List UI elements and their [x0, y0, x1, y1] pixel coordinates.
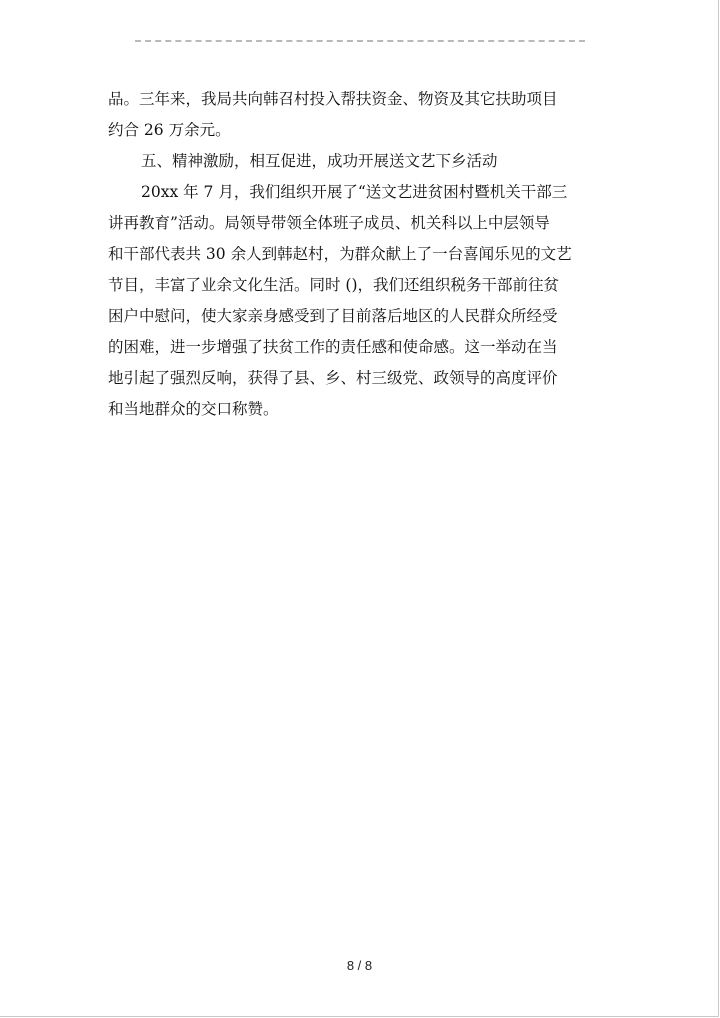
- header-divider: [135, 40, 585, 42]
- paragraph-line: 和当地群众的交口称赞。: [108, 400, 279, 418]
- paragraph-line: 和干部代表共 30 余人到韩赵村，为群众献上了一台喜闻乐见的文艺: [108, 245, 572, 263]
- paragraph-line: 困户中慰问，使大家亲身感受到了目前落后地区的人民群众所经受: [108, 307, 558, 325]
- section-heading: 五、精神激励，相互促进，成功开展送文艺下乡活动: [141, 152, 498, 170]
- page-number: 8 / 8: [346, 958, 373, 973]
- document-body: [108, 84, 593, 425]
- paragraph-line: 地引起了强烈反响，获得了县、乡、村三级党、政领导的高度评价: [108, 369, 558, 387]
- paragraph-line: 20xx 年 7 月，我们组织开展了“送文艺进贫困村暨机关干部三: [141, 183, 568, 201]
- paragraph-line: 节目，丰富了业余文化生活。同时 ()，我们还组织税务干部前往贫: [108, 276, 560, 294]
- paragraph-line: 讲再教育”活动。局领导带领全体班子成员、机关科以上中层领导: [108, 214, 550, 232]
- paragraph-line: 的困难，进一步增强了扶贫工作的责任感和使命感。这一举动在当: [108, 338, 558, 356]
- paragraph-line: 品。三年来，我局共向韩召村投入帮扶资金、物资及其它扶助项目: [108, 90, 558, 108]
- paragraph-line: 约合 26 万余元。: [108, 121, 231, 139]
